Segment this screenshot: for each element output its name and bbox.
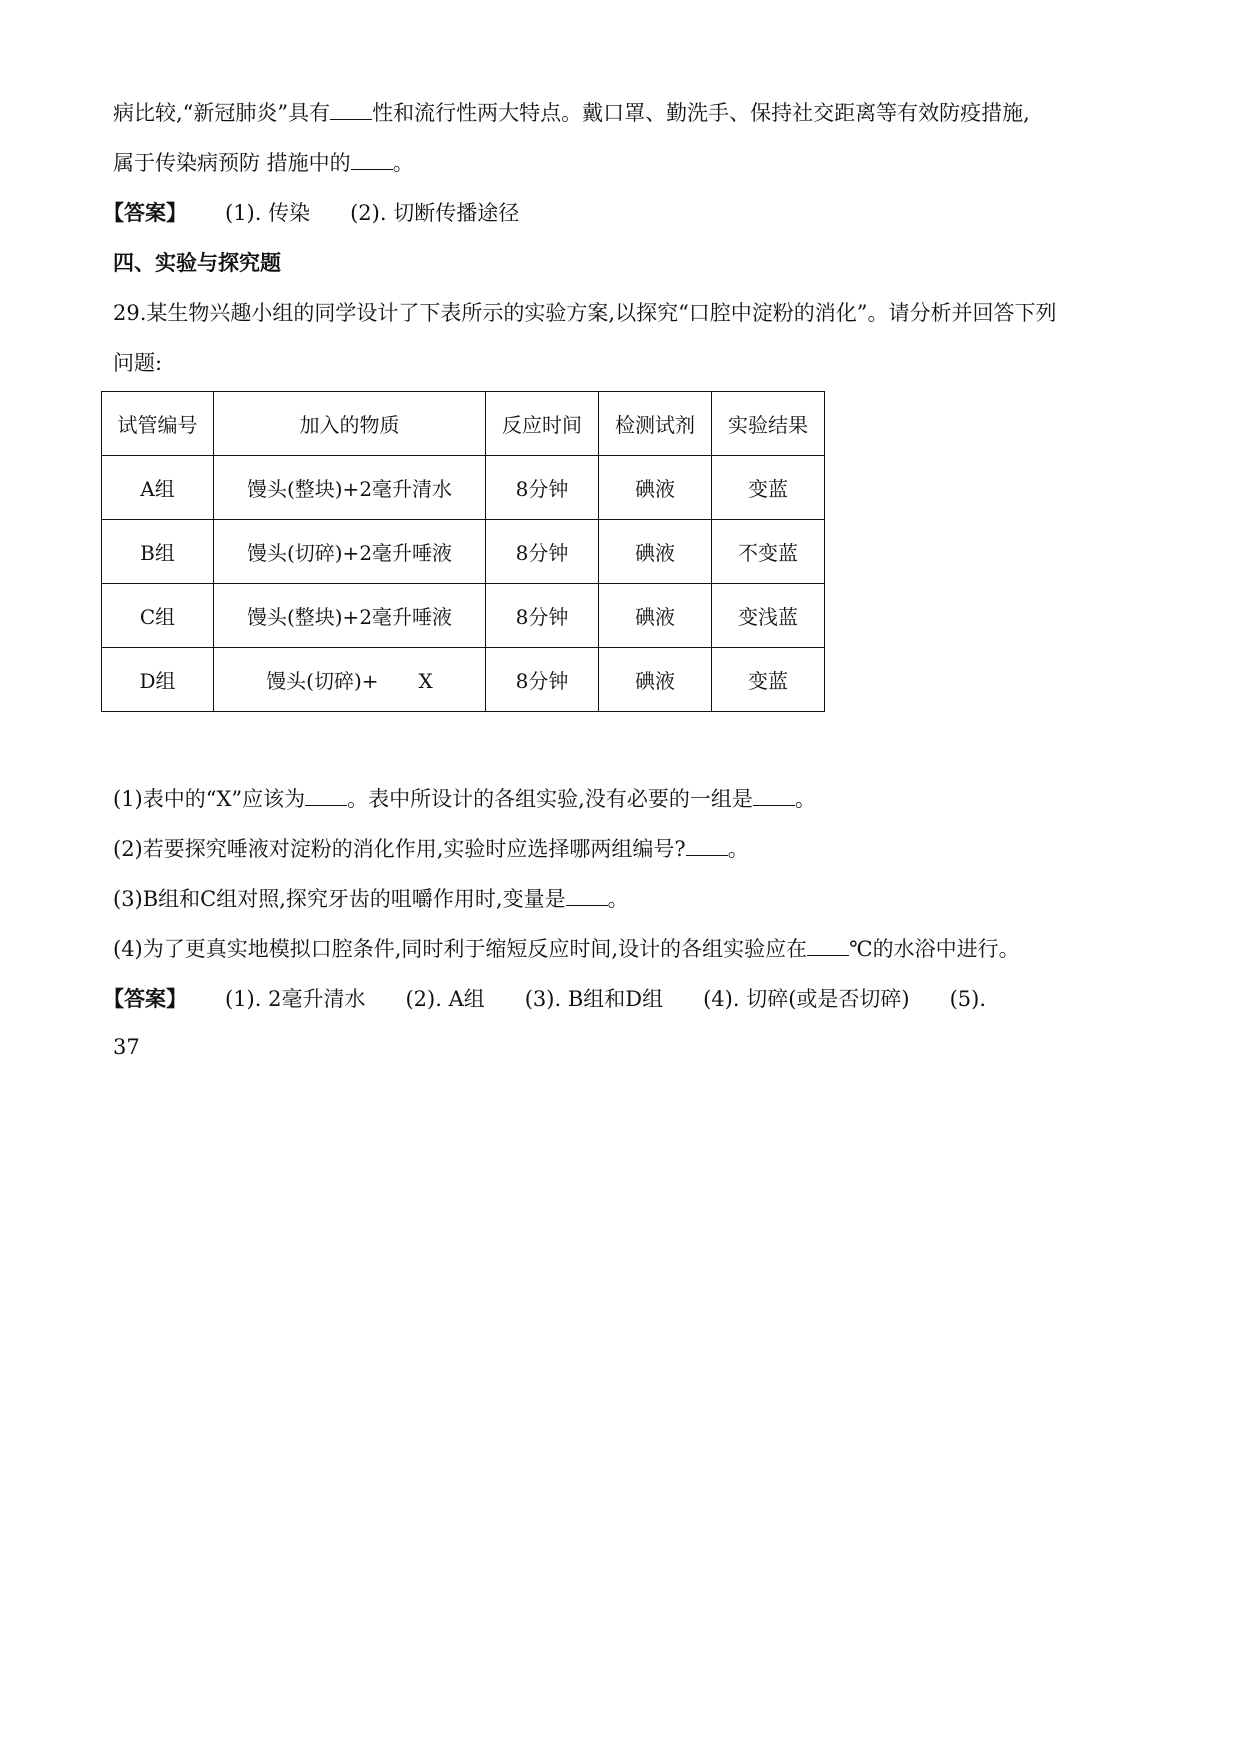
table-cell: 碘液 — [599, 520, 712, 584]
question-text: 。表中所设计的各组实验,没有必要的一组是 — [347, 787, 753, 811]
table-cell: 8分钟 — [486, 520, 599, 584]
question-text: ℃的水浴中进行。 — [849, 937, 1020, 961]
table-cell: 8分钟 — [486, 648, 599, 712]
intro-text: 。 — [392, 151, 414, 175]
table-cell: 馒头(切碎)+2毫升唾液 — [214, 520, 486, 584]
answer-item: (4). 切碎(或是否切碎) — [703, 987, 910, 1011]
answer-blank — [351, 168, 393, 170]
question-text: 。 — [727, 837, 749, 861]
answer-label: 【答案】 — [103, 200, 187, 225]
answer-29 — [103, 983, 986, 1013]
table-cell: A组 — [102, 456, 214, 520]
experiment-table — [101, 391, 825, 712]
table-row — [102, 648, 825, 712]
answer-blank — [305, 804, 347, 806]
table-row — [102, 520, 825, 584]
answer-item: (5). — [949, 987, 987, 1011]
answer-28 — [103, 197, 519, 227]
answer-blank — [686, 854, 728, 856]
table-cell: 变蓝 — [712, 456, 825, 520]
question-text: (3)B组和C组对照,探究牙齿的咀嚼作用时,变量是 — [113, 887, 566, 911]
table-cell: 碘液 — [599, 456, 712, 520]
table-cell: D组 — [102, 648, 214, 712]
subquestion-3 — [113, 883, 629, 913]
answer-blank — [330, 118, 372, 120]
subquestion-1 — [113, 783, 816, 813]
subquestion-4 — [113, 933, 1020, 963]
answer-item: (3). B组和D组 — [524, 987, 664, 1011]
answer-label: 【答案】 — [103, 986, 187, 1011]
intro-text: 属于传染病预防 措施中的 — [113, 151, 351, 175]
answer-blank — [566, 904, 608, 906]
table-header: 加入的物质 — [214, 392, 486, 456]
subquestion-2 — [113, 833, 749, 863]
table-cell: 馒头(切碎)+ X — [214, 648, 486, 712]
table-cell: B组 — [102, 520, 214, 584]
intro-line-1 — [113, 97, 1030, 127]
intro-text: 性和流行性两大特点。戴口罩、勤洗手、保持社交距离等有效防疫措施, — [372, 101, 1030, 125]
answer-item: (1). 2毫升清水 — [225, 987, 366, 1011]
section-title: 四、实验与探究题 — [113, 250, 281, 275]
table-cell: 馒头(整块)+2毫升清水 — [214, 456, 486, 520]
table-cell: 不变蓝 — [712, 520, 825, 584]
table-cell: 变浅蓝 — [712, 584, 825, 648]
table-cell: 碘液 — [599, 584, 712, 648]
answer-item: (2). 切断传播途径 — [350, 201, 520, 225]
answer-blank — [753, 804, 795, 806]
table-cell: 变蓝 — [712, 648, 825, 712]
table-cell: 馒头(整块)+2毫升唾液 — [214, 584, 486, 648]
question-29-stem-2: 问题: — [113, 351, 163, 375]
table-cell: 8分钟 — [486, 584, 599, 648]
intro-line-2 — [113, 147, 414, 177]
intro-text: 病比较,“新冠肺炎”具有 — [113, 101, 331, 125]
table-row — [102, 456, 825, 520]
answer-blank — [807, 954, 849, 956]
table-header: 实验结果 — [712, 392, 825, 456]
answer-item: (1). 传染 — [225, 201, 311, 225]
answer-29-overflow: 37 — [113, 1035, 140, 1059]
table-header: 试管编号 — [102, 392, 214, 456]
question-text: 。 — [794, 787, 816, 811]
table-header: 检测试剂 — [599, 392, 712, 456]
table-cell: 8分钟 — [486, 456, 599, 520]
table-header-row — [102, 392, 825, 456]
table-cell: C组 — [102, 584, 214, 648]
question-text: (4)为了更真实地模拟口腔条件,同时利于缩短反应时间,设计的各组实验应在 — [113, 937, 808, 961]
question-29-stem-1: 29.某生物兴趣小组的同学设计了下表所示的实验方案,以探究“口腔中淀粉的消化”。请分析并回答下列 — [113, 301, 1057, 325]
table-header: 反应时间 — [486, 392, 599, 456]
table-row — [102, 584, 825, 648]
table-cell: 碘液 — [599, 648, 712, 712]
question-text: (1)表中的“X”应该为 — [113, 787, 306, 811]
question-text: (2)若要探究唾液对淀粉的消化作用,实验时应选择哪两组编号? — [113, 837, 686, 861]
question-text: 。 — [607, 887, 629, 911]
answer-item: (2). A组 — [405, 987, 485, 1011]
